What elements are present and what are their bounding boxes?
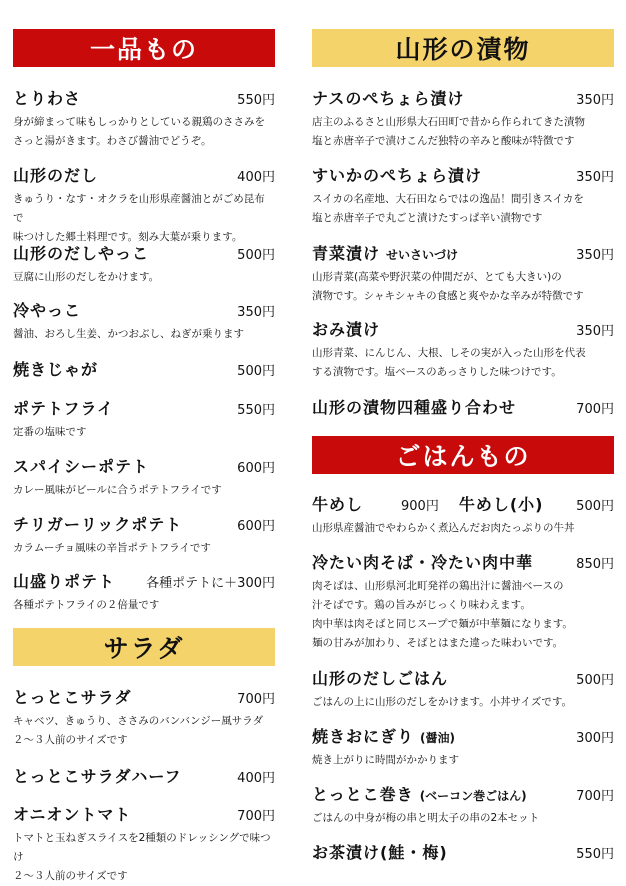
item-name: 冷たい肉そば・冷たい肉中華	[312, 553, 534, 572]
item-price: 350円	[576, 324, 614, 339]
item-price: 400円	[237, 771, 275, 786]
item-variant: (醤油)	[420, 731, 455, 745]
menu-item	[312, 317, 614, 382]
item-name: すいかのぺちょら漬け	[312, 166, 483, 185]
item-name-text: 焼きおにぎり	[312, 727, 415, 746]
item-desc: カラムーチョ風味の辛旨ポテトフライです	[13, 542, 211, 554]
item-name: とりわさ	[13, 89, 82, 108]
section-banner-tsukemono	[312, 29, 614, 67]
item-name: 冷やっこ	[13, 301, 82, 320]
menu-item	[13, 86, 275, 151]
item-name: お茶漬け(鮭・梅)	[312, 843, 448, 862]
item-price: 500円	[237, 248, 275, 263]
menu-item	[312, 492, 614, 538]
menu-item	[312, 724, 614, 770]
item-desc: 身が締まって味もしっかりとしている親鶏のささみを さっと湯がきます。わさび醤油でどうぞ。	[13, 116, 265, 147]
menu-item	[312, 241, 614, 306]
item-desc: 山形青菜(高菜や野沢菜の仲間だが、とても大きい)の 漬物です。シャキシャキの食感と爽やかな辛みが特徴です	[312, 271, 584, 302]
menu-item	[13, 512, 275, 558]
menu-item	[13, 241, 275, 287]
section-title: サラダ	[103, 634, 185, 663]
item-price: 400円	[237, 170, 275, 185]
item-name	[312, 241, 458, 264]
menu-item	[312, 666, 614, 712]
item-name: 焼きじゃが	[13, 360, 99, 379]
menu-item	[312, 782, 614, 828]
item-price: 700円	[576, 402, 614, 417]
menu-item	[13, 764, 275, 787]
item-desc: キャベツ、きゅうり、ささみのバンバンジー風サラダ ２～３人前のサイズです	[13, 715, 264, 746]
item-name-text: 青菜漬け	[312, 244, 381, 263]
item-desc: 豆腐に山形のだしをかけます。	[13, 271, 160, 283]
section-banner-ippinmono	[13, 29, 275, 67]
item-name: 山形のだしやっこ	[13, 244, 150, 263]
section-title: ごはんもの	[395, 442, 531, 471]
item-desc: 定番の塩味です	[13, 426, 87, 438]
menu-item	[312, 395, 614, 418]
item-desc: ごはんの中身が梅の串と明太子の串の2本セット	[312, 812, 540, 824]
item-name: とっとこサラダハーフ	[13, 767, 182, 786]
menu-item	[312, 840, 614, 863]
menu-item	[312, 550, 614, 653]
item-name: とっとこサラダ	[13, 688, 132, 707]
item-desc: 醤油、おろし生姜、かつおぶし、ねぎが乗ります	[13, 328, 244, 340]
item-name	[312, 782, 527, 805]
item-name-small: 牛めし(小)	[458, 495, 544, 514]
item-price: 500円	[237, 364, 275, 379]
item-desc: 各種ポテトフライの２倍量です	[13, 599, 160, 611]
section-banner-gohanmono	[312, 436, 614, 474]
item-name: 山盛りポテト	[13, 572, 116, 591]
item-price: 500円	[576, 673, 614, 688]
item-price-small: 500円	[576, 499, 614, 514]
menu-item	[13, 569, 275, 615]
item-name: 牛めし	[312, 495, 364, 514]
item-name: オニオントマト	[13, 805, 132, 824]
item-price: 700円	[576, 789, 614, 804]
item-name-text: とっとこ巻き	[312, 785, 414, 804]
item-name: おみ漬け	[312, 320, 381, 339]
item-desc: 肉そばは、山形県河北町発祥の鶏出汁に醤油ベースの 汁そばです。鶏の旨みがじっくり味わえます。 肉中華は肉そばと同じスープで麺が中華麺になります。 麺の甘みが加わり、そばとはまた違った味わいです。	[312, 580, 573, 649]
menu-item	[13, 163, 275, 247]
item-desc: ごはんの上に山形のだしをかけます。小丼サイズです。	[312, 696, 572, 708]
section-title: 一品もの	[89, 35, 198, 64]
item-price: 700円	[237, 692, 275, 707]
menu-item	[312, 163, 614, 228]
item-name: 山形のだしごはん	[312, 669, 449, 688]
item-name: ポテトフライ	[13, 399, 115, 418]
menu-item	[13, 685, 275, 750]
item-price: 550円	[237, 93, 275, 108]
item-name: 山形の漬物四種盛り合わせ	[312, 398, 517, 417]
item-name: スパイシーポテト	[13, 457, 150, 476]
menu-item	[312, 86, 614, 151]
item-name: 山形のだし	[13, 166, 99, 185]
menu-item	[13, 454, 275, 500]
item-price: 300円	[576, 731, 614, 746]
item-reading: せいさいづけ	[386, 248, 459, 262]
item-desc: 山形青菜、にんじん、大根、しその実が入った山形を代表 する漬物です。塩ベースのあっさりした味つけです。	[312, 347, 586, 378]
section-banner-salad	[13, 628, 275, 666]
item-note: 各種ポテトに＋300円	[146, 576, 275, 591]
item-price: 900円	[401, 499, 439, 514]
item-desc: きゅうり・なす・オクラを山形県産醤油とがごめ昆布で 味つけした郷土料理です。刻み大葉が乗ります。	[13, 193, 265, 243]
menu-item	[13, 396, 275, 442]
item-desc: カレー風味がビールに合うポテトフライです	[13, 484, 222, 496]
item-price: 550円	[576, 847, 614, 862]
item-name: ナスのぺちょら漬け	[312, 89, 465, 108]
item-desc: 山形県産醤油でやわらかく煮込んだお肉たっぷりの牛丼	[312, 522, 575, 534]
item-price: 600円	[237, 519, 275, 534]
menu-item	[13, 802, 275, 886]
item-desc: 焼き上がりに時間がかかります	[312, 754, 459, 766]
item-name	[312, 724, 455, 747]
item-name: チリガーリックポテト	[13, 515, 183, 534]
section-title: 山形の漬物	[395, 35, 531, 64]
item-price: 350円	[576, 170, 614, 185]
item-desc: トマトと玉ねぎスライスを2種類のドレッシングで味つけ ２～３人前のサイズです	[13, 832, 271, 882]
item-price: 700円	[237, 809, 275, 824]
item-price: 350円	[576, 248, 614, 263]
item-price: 550円	[237, 403, 275, 418]
item-desc: 店主のふるさと山形県大石田町で昔から作られてきた漬物 塩と赤唐辛子で漬けこんだ独特の辛みと酸味が特徴です	[312, 116, 585, 147]
item-price: 350円	[237, 305, 275, 320]
item-desc: スイカの名産地、大石田ならではの逸品！間引きスイカを 塩と赤唐辛子で丸ごと漬けたすっぱ辛い漬物です	[312, 193, 584, 224]
item-price: 350円	[576, 93, 614, 108]
item-price: 850円	[576, 557, 614, 572]
item-variant: (ベーコン巻ごはん)	[419, 789, 527, 803]
menu-item	[13, 357, 275, 380]
item-price: 600円	[237, 461, 275, 476]
menu-item	[13, 298, 275, 344]
